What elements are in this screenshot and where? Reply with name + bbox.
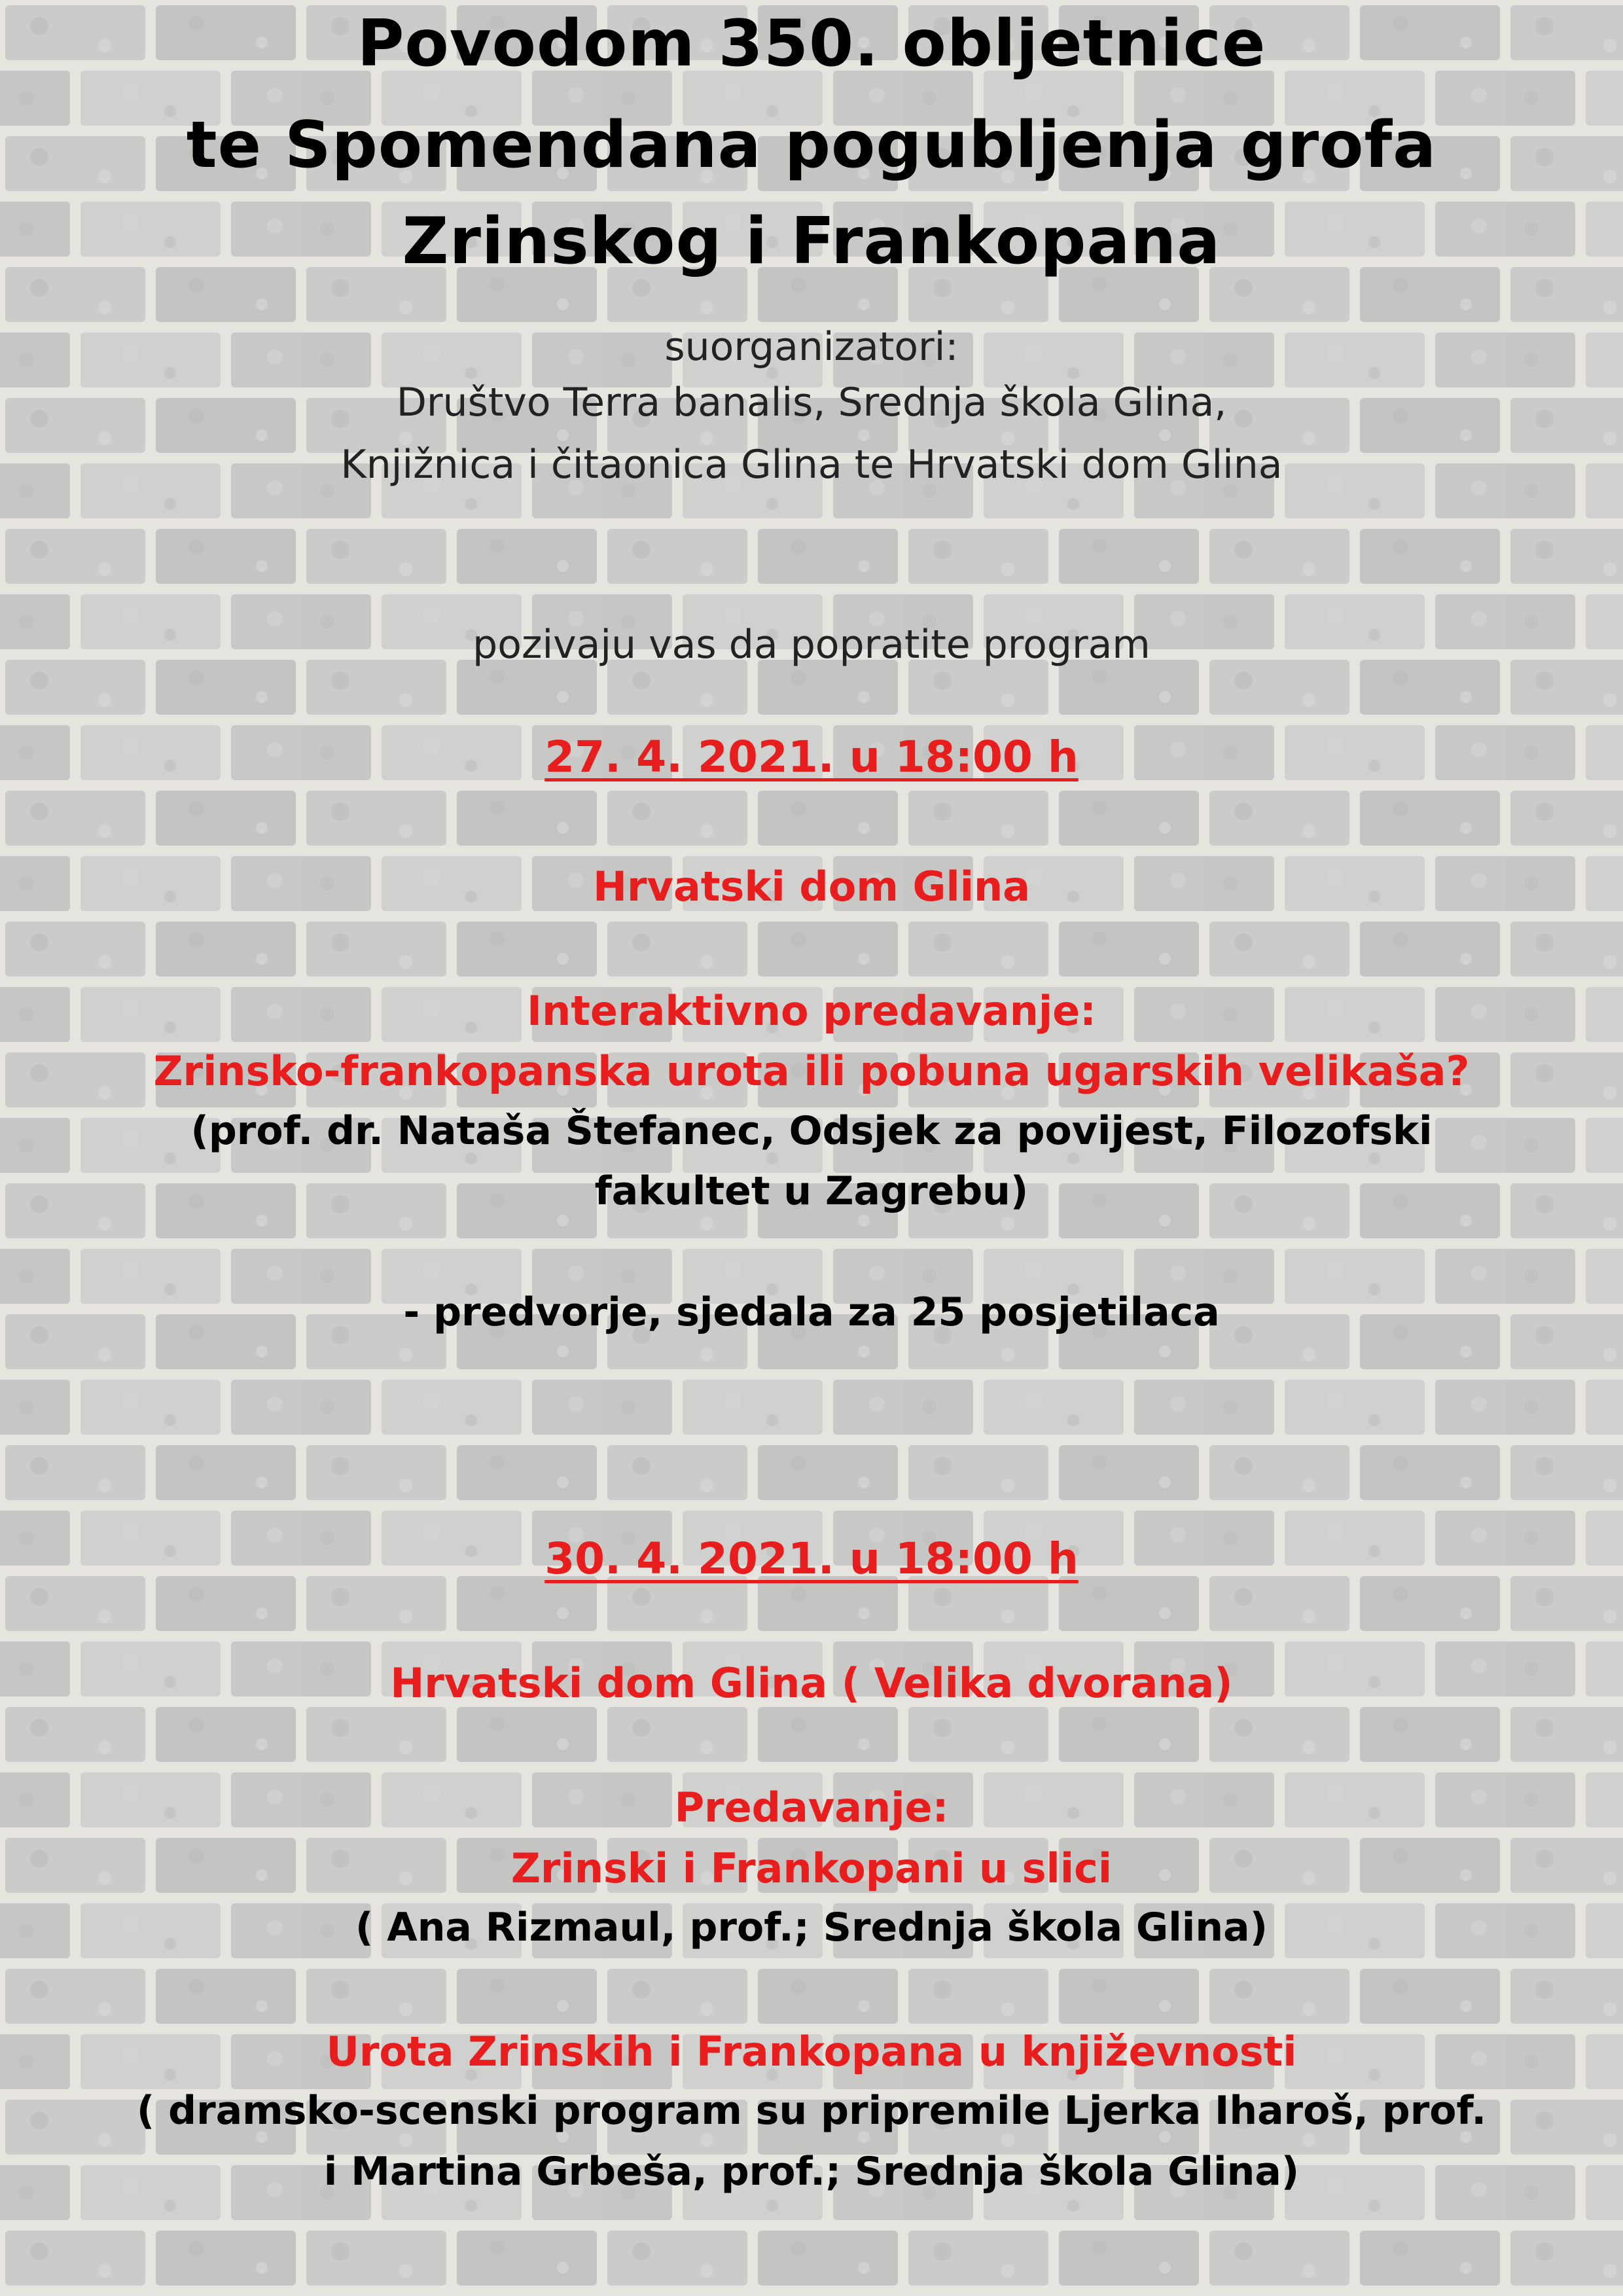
event-2-credits-line-1: ( dramsko-scenski program su pripremile Ljerka Iharoš, prof.	[136, 2088, 1487, 2134]
organizers-line-1: Društvo Terra banalis, Srednja škola Glina,	[396, 380, 1227, 425]
event-2-type: Predavanje:	[674, 1784, 949, 1831]
event-2-topic-2: Urota Zrinskih i Frankopana u književnosti	[326, 2028, 1297, 2075]
organizers-label: suorganizatori:	[664, 324, 959, 370]
poster-title-line-2: te Spomendana pogubljenja grofa	[186, 108, 1437, 183]
invitation-text: pozivaju vas da popratite program	[473, 622, 1150, 668]
event-2-venue: Hrvatski dom Glina ( Velika dvorana)	[390, 1659, 1233, 1707]
event-1-type: Interaktivno predavanje:	[527, 987, 1096, 1035]
event-1-note: - predvorje, sjedala za 25 posjetilaca	[403, 1289, 1220, 1335]
event-2-credits-line-2: i Martina Grbeša, prof.; Srednja škola Glina)	[323, 2149, 1300, 2195]
event-2-topic: Zrinski i Frankopani u slici	[510, 1844, 1113, 1892]
organizers-line-2: Knjižnica i čitaonica Glina te Hrvatski dom Glina	[340, 442, 1283, 488]
event-1-topic: Zrinsko-frankopanska urota ili pobuna ugarskih velikaša?	[153, 1047, 1470, 1095]
event-1-date: 27. 4. 2021. u 18:00 h	[544, 732, 1079, 782]
event-1-venue: Hrvatski dom Glina	[593, 863, 1030, 910]
poster-title-line-1: Povodom 350. obljetnice	[357, 7, 1266, 81]
poster-title-line-3: Zrinskog i Frankopana	[402, 204, 1221, 279]
event-1-speaker-line-2: fakultet u Zagrebu)	[594, 1168, 1029, 1214]
event-2-speaker: ( Ana Rizmaul, prof.; Srednja škola Glina)	[355, 1905, 1268, 1950]
event-2-date: 30. 4. 2021. u 18:00 h	[544, 1534, 1079, 1584]
event-1-speaker-line-1: (prof. dr. Nataša Štefanec, Odsjek za povijest, Filozofski	[190, 1108, 1433, 1154]
